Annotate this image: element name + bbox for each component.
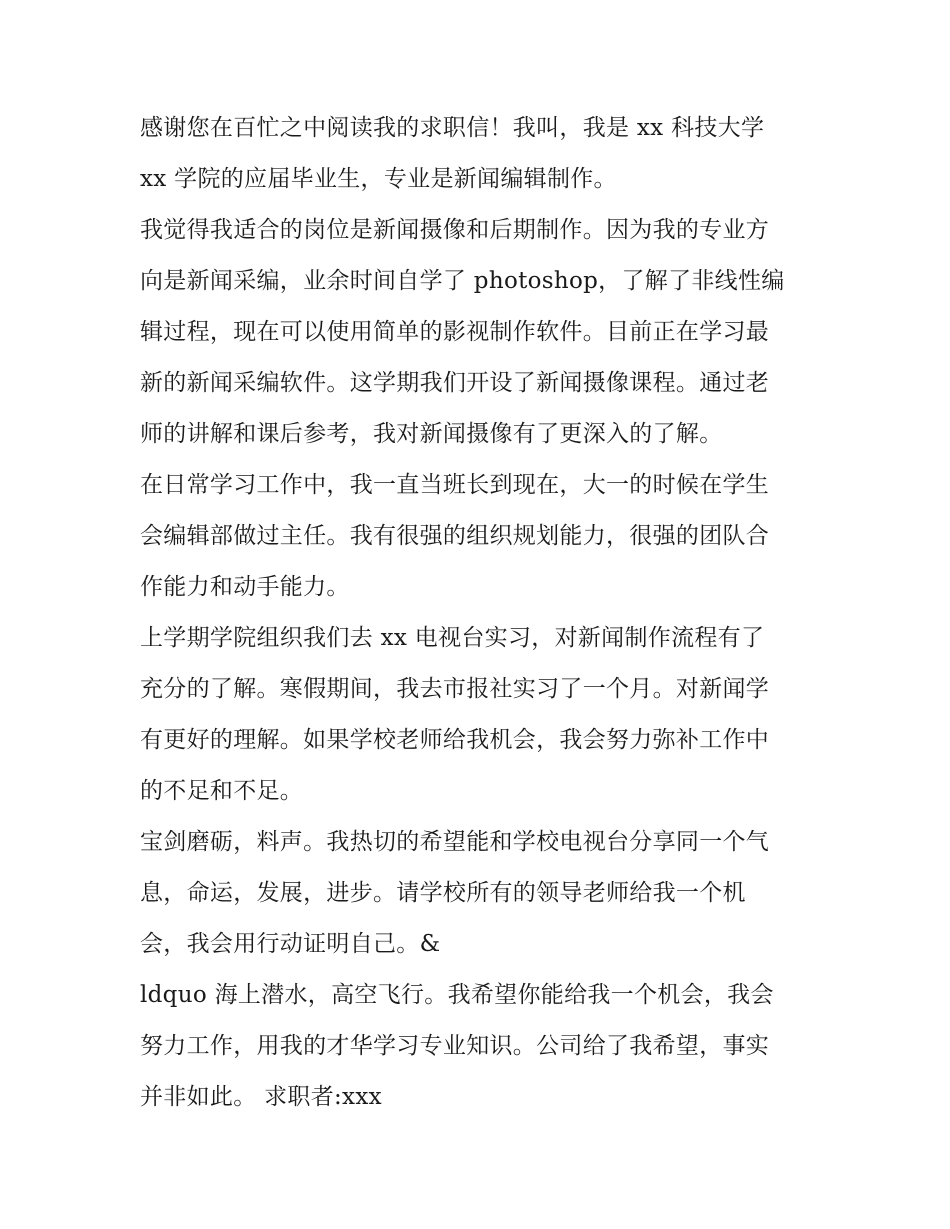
text-line: ldquo 海上潜水，高空飞行。我希望你能给我一个机会，我会 (140, 982, 774, 1008)
signature-line: 并非如此。 求职者:xxx (140, 1084, 382, 1110)
paragraph-aspiration (140, 817, 820, 970)
paragraph-closing (140, 970, 820, 1123)
text-line: 充分的了解。寒假期间，我去市报社实习了一个月。对新闻学 (140, 676, 770, 702)
text-line: 作能力和动手能力。 (140, 574, 350, 600)
text-line: xx 学院的应届毕业生，专业是新闻编辑制作。 (140, 166, 617, 192)
letter-body (140, 103, 820, 1123)
text-line: 辑过程，现在可以使用简单的影视制作软件。目前正在学习最 (140, 319, 770, 345)
text-line: 向是新闻采编，业余时间自学了 photoshop，了解了非线性编 (140, 268, 785, 294)
text-line: 我觉得我适合的岗位是新闻摄像和后期制作。因为我的专业方 (140, 217, 770, 243)
text-line: 在日常学习工作中，我一直当班长到现在，大一的时候在学生 (140, 472, 770, 498)
text-line: 师的讲解和课后参考，我对新闻摄像有了更深入的了解。 (140, 421, 723, 447)
text-line: 有更好的理解。如果学校老师给我机会，我会努力弥补工作中 (140, 727, 770, 753)
paragraph-internship (140, 613, 820, 817)
paragraph-experience (140, 460, 820, 613)
paragraph-position (140, 205, 820, 460)
text-line: 感谢您在百忙之中阅读我的求职信！我叫，我是 xx 科技大学 (140, 115, 765, 141)
text-line: 努力工作，用我的才华学习专业知识。公司给了我希望，事实 (140, 1033, 770, 1059)
text-line: 的不足和不足。 (140, 778, 304, 804)
text-line: 上学期学院组织我们去 xx 电视台实习，对新闻制作流程有了 (140, 625, 765, 651)
text-line: 息，命运，发展，进步。请学校所有的领导老师给我一个机 (140, 880, 746, 906)
text-line: 会，我会用行动证明自己。& (140, 931, 441, 957)
text-line: 会编辑部做过主任。我有很强的组织规划能力，很强的团队合 (140, 523, 770, 549)
paragraph-greeting (140, 103, 820, 205)
text-line: 宝剑磨砺，料声。我热切的希望能和学校电视台分享同一个气 (140, 829, 770, 855)
text-line: 新的新闻采编软件。这学期我们开设了新闻摄像课程。通过老 (140, 370, 770, 396)
